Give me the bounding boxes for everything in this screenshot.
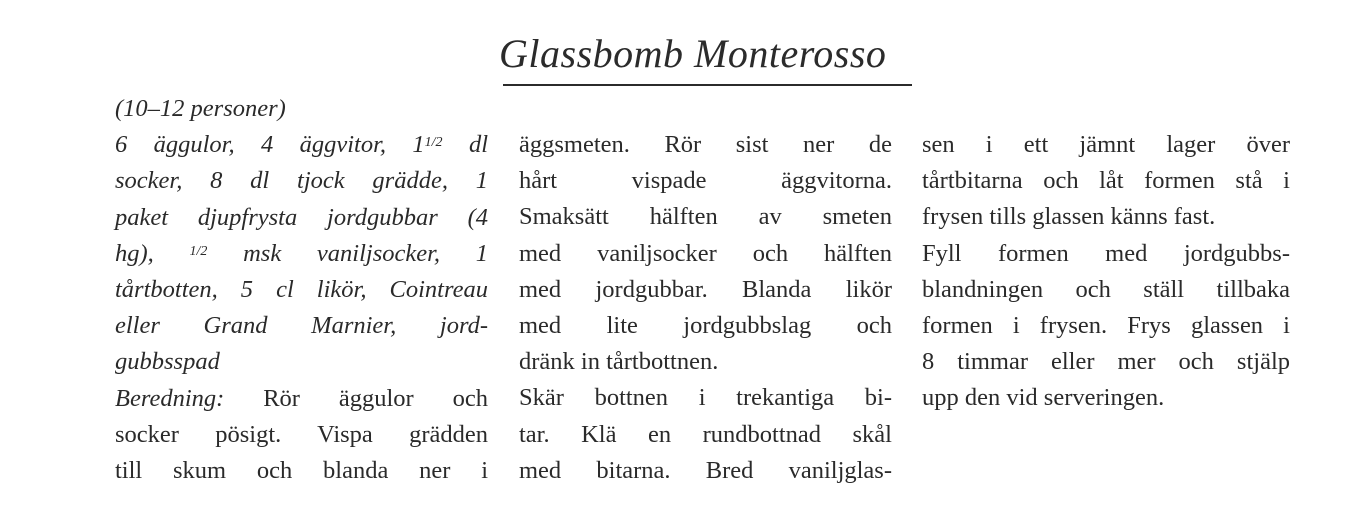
text-line: Smaksätt hälften av smeten [519, 203, 892, 231]
ingredients-text: msk vaniljsocker, 1 [243, 239, 488, 267]
column-2 [519, 127, 892, 489]
ingredients-text: dl [468, 131, 488, 159]
text-line: med jordgubbar. Blanda likör [519, 275, 892, 303]
method-label: Beredning: [115, 384, 225, 412]
column-1 [115, 91, 488, 489]
text-line: Fyll formen med jordgubbs- [922, 239, 1290, 267]
ingredients-line-5: tårtbotten, 5 cl likör, Cointreau [115, 275, 488, 303]
title-underline [503, 84, 912, 86]
column-3 [922, 127, 1290, 417]
fraction: 1/2 [424, 135, 443, 151]
text-line: upp den vid serveringen. [922, 384, 1165, 412]
ingredients-line-6: eller Grand Marnier, jord- [115, 312, 488, 340]
text-line: Skär bottnen i trekantiga bi- [519, 384, 892, 412]
ingredients-line-2: socker, 8 dl tjock grädde, 1 [115, 167, 488, 195]
text-line: äggsmeten. Rör sist ner de [519, 131, 892, 158]
text-line: sen i ett jämnt lager över [922, 131, 1290, 158]
method-line-1 [115, 381, 488, 417]
text-line: dränk in tårtbottnen. [519, 348, 719, 376]
text-line: med vaniljsocker och hälften [519, 239, 892, 267]
recipe-title: Glassbomb Monterosso [499, 31, 887, 76]
servings: (10–12 personer) [115, 95, 286, 122]
text-line: med lite jordgubbslag och [519, 311, 892, 339]
text-line: frysen tills glassen känns fast. [922, 203, 1216, 231]
method-line-2: socker pösigt. Vispa grädden [115, 420, 488, 448]
ingredients-text: hg), [115, 239, 154, 267]
text-line: hårt vispade äggvitorna. [519, 167, 892, 195]
ingredients-line-3: paket djupfrysta jordgubbar (4 [115, 203, 488, 231]
ingredients-line-4 [115, 236, 488, 272]
text-line: med bitarna. Bred vaniljglas- [519, 456, 892, 484]
ingredients-text: 6 äggulor, 4 äggvitor, 1 [115, 131, 425, 159]
text-line: 8 timmar eller mer och stjälp [922, 348, 1290, 376]
method-text: Rör äggulor och [263, 384, 488, 412]
ingredients-line-1 [115, 127, 488, 163]
text-line: blandningen och ställ tillbaka [922, 275, 1290, 303]
text-line: tar. Klä en rundbottnad skål [519, 420, 892, 448]
text-line: tårtbitarna och låt formen stå i [922, 167, 1290, 195]
ingredients-line-7: gubbsspad [115, 348, 220, 376]
method-line-3: till skum och blanda ner i [115, 456, 488, 484]
text-line: formen i frysen. Frys glassen i [922, 311, 1290, 339]
fraction: 1/2 [189, 243, 208, 259]
